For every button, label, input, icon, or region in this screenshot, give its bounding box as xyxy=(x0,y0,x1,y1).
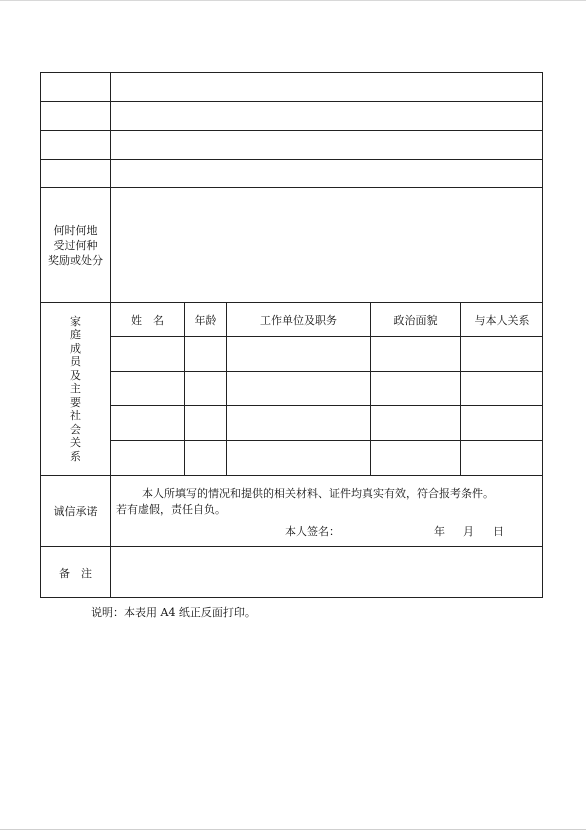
awards-label-cell xyxy=(41,188,111,303)
blank-value-cell-2[interactable] xyxy=(111,102,543,131)
pledge-content-cell xyxy=(111,476,543,547)
date-month-label: 月 xyxy=(463,525,474,538)
family-cell-age[interactable] xyxy=(185,406,227,441)
family-cell-workplace[interactable] xyxy=(227,406,371,441)
blank-label-cell-3 xyxy=(41,131,111,160)
family-cell-workplace[interactable] xyxy=(227,372,371,406)
date-day-label: 日 xyxy=(493,525,504,538)
family-cell-workplace[interactable] xyxy=(227,337,371,372)
family-label-cell xyxy=(41,303,111,476)
awards-value-cell[interactable] xyxy=(111,188,543,303)
blank-value-cell-1[interactable] xyxy=(111,73,543,102)
page-bottom-border xyxy=(0,829,586,830)
date-year-label: 年 xyxy=(434,525,445,538)
pledge-text-line-1: 本人所填写的情况和提供的相关材料、证件均真实有效，符合报考条件。 xyxy=(142,487,494,500)
family-cell-relationship[interactable] xyxy=(461,441,543,476)
family-label: 家庭成员及主要社会关系 xyxy=(70,314,81,463)
family-header-age: 年龄 xyxy=(185,303,227,337)
family-cell-political-status[interactable] xyxy=(371,406,461,441)
blank-label-cell-4 xyxy=(41,160,111,188)
family-cell-relationship[interactable] xyxy=(461,372,543,406)
remarks-label: 备 注 xyxy=(59,566,92,580)
pledge-label: 诚信承诺 xyxy=(53,505,98,518)
awards-label-line-1: 何时何地 xyxy=(53,223,98,237)
family-header-workplace: 工作单位及职务 xyxy=(227,303,371,337)
blank-label-cell-2 xyxy=(41,102,111,131)
page-top-border xyxy=(0,0,586,1)
awards-label-line-2: 受过何种 xyxy=(53,238,98,252)
awards-label-line-3: 奖励或处分 xyxy=(48,253,103,267)
family-cell-name[interactable] xyxy=(111,372,185,406)
remarks-value-cell[interactable] xyxy=(111,547,543,598)
family-cell-political-status[interactable] xyxy=(371,372,461,406)
family-cell-age[interactable] xyxy=(185,337,227,372)
family-cell-age[interactable] xyxy=(185,441,227,476)
family-cell-name[interactable] xyxy=(111,337,185,372)
family-cell-political-status[interactable] xyxy=(371,441,461,476)
pledge-label-cell xyxy=(41,476,111,547)
signature-label: 本人签名： xyxy=(285,525,340,538)
family-cell-age[interactable] xyxy=(185,372,227,406)
family-cell-political-status[interactable] xyxy=(371,337,461,372)
blank-value-cell-3[interactable] xyxy=(111,131,543,160)
family-header-name: 姓 名 xyxy=(111,303,185,337)
remarks-label-cell xyxy=(41,547,111,598)
family-cell-name[interactable] xyxy=(111,406,185,441)
footer-note: 说明：本表用 A4 纸正反面打印。 xyxy=(91,606,256,619)
family-cell-name[interactable] xyxy=(111,441,185,476)
family-cell-relationship[interactable] xyxy=(461,406,543,441)
blank-value-cell-4[interactable] xyxy=(111,160,543,188)
pledge-text-line-2: 若有虚假，责任自负。 xyxy=(116,503,226,516)
family-header-relationship: 与本人关系 xyxy=(461,303,543,337)
form-table xyxy=(40,72,543,598)
family-cell-workplace[interactable] xyxy=(227,441,371,476)
family-header-political-status: 政治面貌 xyxy=(371,303,461,337)
blank-label-cell-1 xyxy=(41,73,111,102)
family-cell-relationship[interactable] xyxy=(461,337,543,372)
